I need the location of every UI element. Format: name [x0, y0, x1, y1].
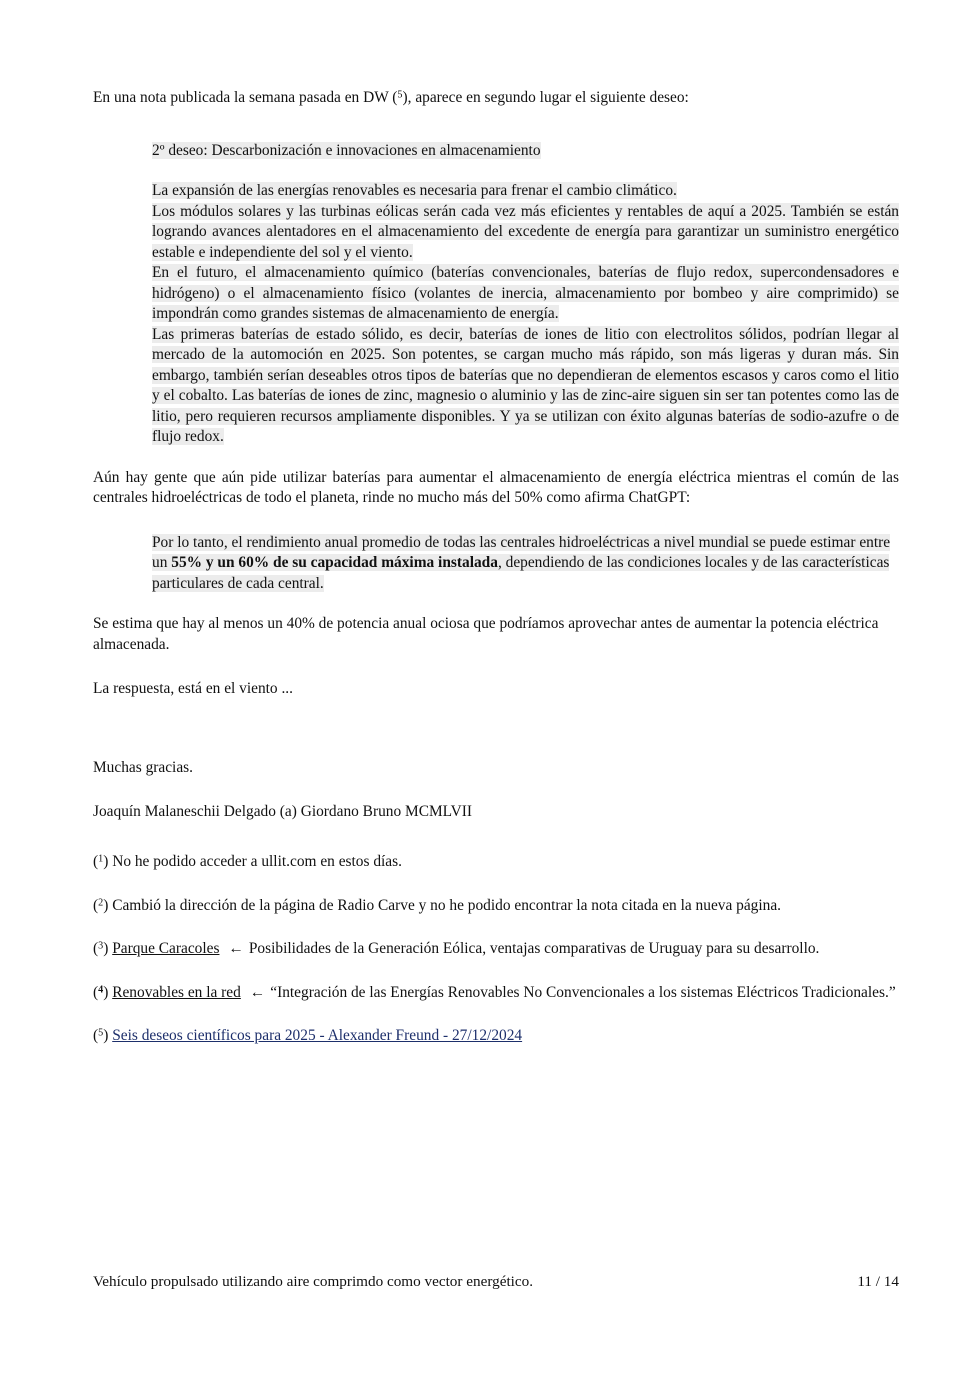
footnote-5-marker: 5: [98, 1027, 104, 1039]
spacer: [93, 594, 899, 614]
footnote-2: [93, 896, 899, 917]
paragraph-thanks: Muchas gracias.: [93, 758, 194, 776]
footnote-2-marker: 2: [98, 897, 104, 909]
quote-paragraph-4-text: Las primeras baterías de estado sólido, es decir, baterías de iones de litio con electrolitos sólidos, podrían llegar al mercado de la automoción en 2025. Son potentes, se cargan mucho más rápido, son más ligeras y duran más. Sin embargo, también serían deseables otros tipos de baterías que no dependieran de elementos escasos y caros como el litio y el cobalto. Las baterías de iones de zinc, magnesio o aluminio y las de zinc-aire siguen sin ser tan potentes como las de litio, pero requieren recursos ampliamente disponibles. Y ya se utilizan con éxito algunas baterías de sodio-azufre o de flujo redox.: [152, 325, 899, 445]
quote-heading: [152, 141, 899, 162]
footnote-5-paren-close: ): [103, 1027, 113, 1044]
footnote-4-marker: 4: [98, 984, 104, 996]
chatgpt-quote-bold: 55% y un 60% de su capacidad máxima instalada: [171, 554, 498, 571]
footnote-1-paren-close: ): [103, 853, 113, 870]
footnote-3-paren-open: (: [93, 940, 99, 957]
footnote-4: [93, 983, 899, 1004]
footnote-3-description: Posibilidades de la Generación Eólica, ventajas comparativas de Uruguay para su desarrollo.: [248, 940, 820, 957]
footnote-3: [93, 939, 899, 960]
quote-paragraph-1-text: La expansión de las energías renovables es necesaria para frenar el cambio climático.: [152, 182, 677, 199]
spacer: [93, 790, 899, 802]
quote-paragraph-4: [152, 325, 899, 448]
paragraph-signature: Joaquín Malaneschii Delgado (a) Giordano Bruno MCMLVII: [93, 803, 472, 820]
spacer: [93, 667, 899, 679]
footnote-3-link[interactable]: Parque Caracoles: [112, 940, 220, 957]
footnote-4-description: “Integración de las Energías Renovables No Convencionales a los sistemas Eléctricos Tradicionales.”: [270, 983, 896, 1001]
spacer: [93, 738, 899, 758]
footnote-2-paren-open: (: [93, 896, 99, 914]
footnote-3-paren-close: ): [103, 940, 113, 957]
footer-page-number: 11 / 14: [857, 1273, 899, 1290]
footnote-1: [93, 852, 899, 873]
chatgpt-quote: [152, 533, 899, 595]
spacer: [93, 521, 899, 533]
footnote-5-paren-open: (: [93, 1027, 99, 1044]
quote-paragraph-3-text: En el futuro, el almacenamiento químico (baterías convencionales, baterías de flujo redox, supercondensadores e hidrógeno) o el almacenamiento físico (volantes de inercia, almacenamiento por bombeo y aire comprimido) se impondrán como grandes sistemas de almacenamiento de energía.: [152, 264, 899, 322]
footnote-2-text: Cambió la dirección de la página de Radio Carve y no he podido encontrar la nota citada en la nueva página.: [112, 896, 782, 914]
footer-caption: Vehículo propulsado utilizando aire comprimdo como vector energético.: [93, 1273, 534, 1290]
intro-text-before: En una nota publicada la semana pasada en DW (: [93, 89, 398, 106]
footnote-1-paren-open: (: [93, 853, 99, 870]
page-footer: [93, 1272, 899, 1292]
footnote-5-link[interactable]: Seis deseos científicos para 2025 - Alexander Freund - 27/12/2024: [112, 1027, 523, 1044]
footnote-2-paren-close: ): [103, 896, 113, 914]
footnote-1-marker: 1: [98, 853, 104, 865]
footnotes-section: [93, 852, 899, 1047]
intro-paragraph: [93, 88, 899, 109]
spacer: [93, 448, 899, 468]
chatgpt-quote-part2: , dependiendo de las condiciones locales y de las características particulares de cada central.: [152, 554, 890, 592]
quote-heading-text: 2º deseo: Descarbonización e innovaciones en almacenamiento: [152, 141, 541, 159]
footnote-4-paren-open: (: [93, 983, 99, 1001]
footnote-ref-5[interactable]: 5: [397, 89, 403, 101]
intro-text-after: ), aparece en segundo lugar el siguiente deseo:: [402, 89, 689, 106]
left-arrow-icon: ←: [228, 940, 244, 957]
document-body: [93, 88, 899, 835]
left-arrow-icon: ←: [249, 983, 266, 1001]
spacer: [93, 712, 899, 738]
spacer: [93, 161, 899, 181]
footnote-4-paren-close: ): [103, 983, 113, 1001]
paragraph-answer: La respuesta, está en el viento ...: [93, 680, 294, 697]
footnote-4-link[interactable]: Renovables en la red: [112, 983, 241, 1001]
quote-paragraph-3: [152, 263, 899, 325]
footnote-3-marker: 3: [98, 940, 104, 952]
quote-paragraph-1: [152, 181, 899, 202]
paragraph-batteries: Aún hay gente que aún pide utilizar baterías para aumentar el almacenamiento de energía eléctrica mientras el común de las centrales hidroeléctricas de todo el planeta, rinde no mucho más del 50% como afirma ChatGPT:: [93, 468, 899, 506]
chatgpt-quote-part1: Por lo tanto, el rendimiento anual promedio de todas las centrales hidroeléctricas a nivel mundial se puede estimar entre un: [152, 533, 891, 571]
footnote-1-text: No he podido acceder a ullit.com en estos días.: [112, 853, 402, 870]
spacer: [93, 121, 899, 141]
quote-paragraph-2: [152, 202, 899, 264]
footnote-5: [93, 1026, 899, 1047]
quote-paragraph-2-text: Los módulos solares y las turbinas eólicas serán cada vez más eficientes y rentables de aquí a 2025. También se están logrando avances alentadores en el almacenamiento del excedente de energía para garantizar un suministro energético estable e independiente del sol y el viento.: [152, 202, 899, 261]
paragraph-estimate: Se estima que hay al menos un 40% de potencia anual ociosa que podríamos aprovechar antes de aumentar la potencia eléctrica almacenada.: [93, 615, 879, 653]
